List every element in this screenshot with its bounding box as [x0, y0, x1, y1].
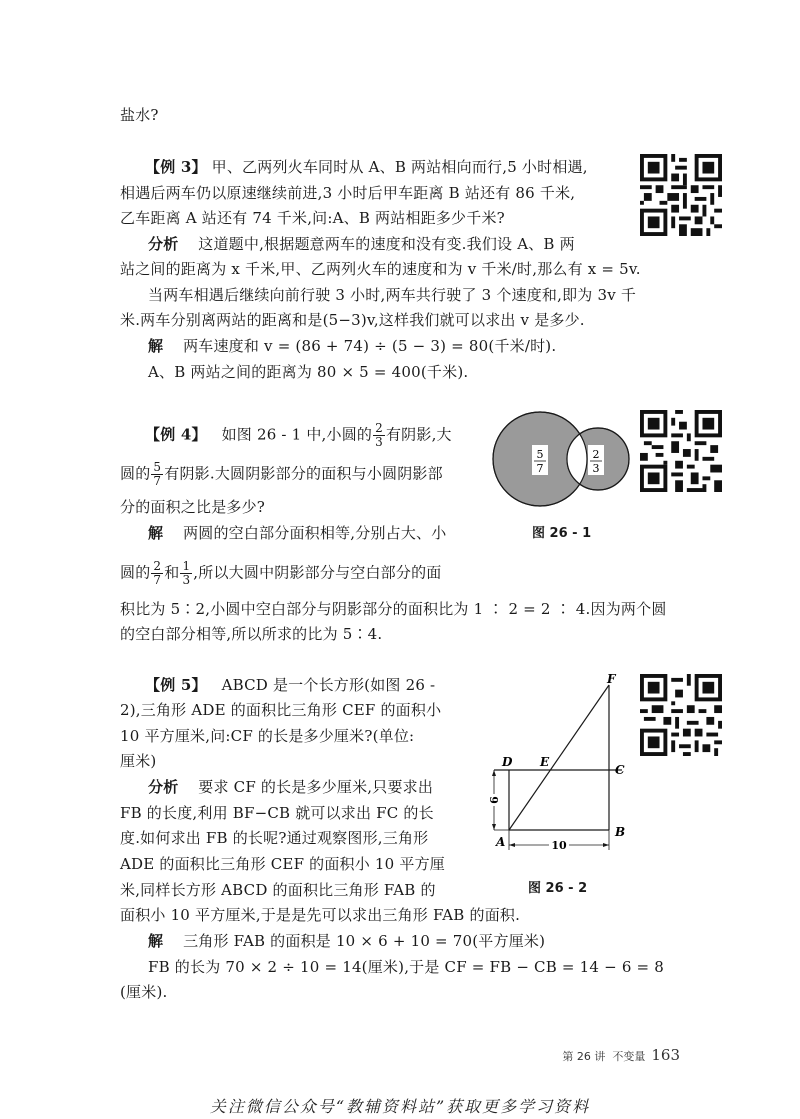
- figure-26-2-caption: 图 26 - 2: [528, 881, 588, 896]
- example-5-analysis-1: 分析 要求 CF 的长是多少厘米,只要求出: [148, 778, 434, 796]
- figure-26-1-circles: [490, 410, 640, 510]
- solution-label: 解: [148, 337, 164, 355]
- promo-note: 关注微信公众号“教辅资料站”获取更多学习资料: [209, 1097, 591, 1116]
- example-4-solution-2: 圆的 $\frac{2}{7}$ 和 $\frac{1}{3}$ ,所以大圆中阴影部分与空白部分的面: [120, 559, 442, 587]
- analysis-label: 分析: [148, 778, 179, 796]
- qr-code-icon: [640, 410, 722, 492]
- example-5-line-4: 厘米): [120, 752, 157, 770]
- text-line: 盐水?: [120, 106, 159, 124]
- example-5-line-1: 【例 5】 ABCD 是一个长方形(如图 26 -: [145, 676, 436, 694]
- vertex-B: B: [615, 825, 626, 839]
- example-5-solution-3: (厘米).: [120, 983, 168, 1001]
- chapter-label: 第 26 讲: [562, 1050, 606, 1063]
- big-fraction-num: 5: [536, 448, 544, 461]
- qr-code-icon: [640, 674, 722, 756]
- example-3-line-1: [145, 156, 588, 178]
- example-5-analysis-6: 面积小 10 平方厘米,于是是先可以求出三角形 FAB 的面积.: [120, 906, 521, 924]
- example-3-text: 甲、乙两列火车同时从 A、B 两站相向而行,5 小时相遇,: [211, 158, 588, 176]
- example-3-analysis-1: [148, 233, 575, 255]
- example-3-line-3: 乙车距离 A 站还有 74 千米,问:A、B 两站相距多少千米?: [120, 209, 505, 227]
- fraction-two-thirds: $\frac{2}{3}$: [375, 421, 383, 449]
- fraction-two-sevenths: $\frac{2}{7}$: [153, 559, 162, 587]
- qr-code-icon: [640, 154, 722, 236]
- example-5-analysis-2: FB 的长度,利用 BF−CB 就可以求出 FC 的长: [120, 804, 434, 822]
- solution-label: 解: [148, 524, 164, 542]
- solution-text: 两车速度和 v = (86 + 74) ÷ (5 − 3) = 80(千米/时).: [183, 337, 557, 355]
- example-4-line-2: 圆的 $\frac{5}{7}$ 有阴影.大圆阴影部分的面积与小圆阴影部: [120, 460, 443, 488]
- example-3-analysis-2: 站之间的距离为 x 千米,甲、乙两列火车的速度和为 v 千米/时,那么有 x = 5v.: [120, 260, 641, 278]
- solution-label: 解: [148, 932, 164, 950]
- analysis-text: 这道题中,根据题意两车的速度和没有变.我们设 A、B 两: [198, 235, 575, 253]
- example-5-label: 【例 5】: [145, 676, 207, 694]
- topic-label: 不变量: [612, 1050, 646, 1063]
- example-3-label: 【例 3】: [145, 158, 207, 176]
- example-5-analysis-4: ADE 的面积比三角形 CEF 的面积小 10 平方厘: [120, 855, 445, 873]
- example-4-label: 【例 4】: [145, 425, 207, 444]
- line-AF: [509, 685, 609, 830]
- example-5-solution-1: 解 三角形 FAB 的面积是 10 × 6 + 10 = 70(平方厘米): [148, 932, 546, 950]
- example-4-solution-3: 积比为 5∶2,小圆中空白部分与阴影部分的面积比为 1 ∶ 2 = 2 ∶ 4.因为两个圆: [120, 600, 667, 618]
- example-4-solution-4: 的空白部分相等,所以所求的比为 5∶4.: [120, 625, 383, 643]
- vertex-F: F: [607, 672, 616, 686]
- vertex-C: C: [615, 763, 625, 777]
- fraction-five-sevenths: $\frac{5}{7}$: [153, 460, 162, 488]
- vertex-D: D: [502, 755, 513, 769]
- dim-width-label: 10: [551, 839, 567, 852]
- example-3-analysis-4: 米.两车分别离两站的距离和是(5−3)v,这样我们就可以求出 v 是多少.: [120, 311, 585, 329]
- example-3-solution-1: [148, 335, 556, 357]
- small-fraction-den: 3: [592, 462, 600, 475]
- example-5-line-2: 2),三角形 ADE 的面积比三角形 CEF 的面积小: [120, 701, 442, 719]
- dim-height-label: 6: [488, 796, 501, 804]
- example-5-analysis-5: 米,同样长方形 ABCD 的面积比三角形 FAB 的: [120, 881, 436, 899]
- example-3-analysis-3: 当两车相遇后继续向前行驶 3 小时,两车共行驶了 3 个速度和,即为 3v 千: [148, 286, 637, 304]
- vertex-E: E: [540, 755, 550, 769]
- example-3-solution-2: A、B 两站之间的距离为 80 × 5 = 400(千米).: [148, 363, 469, 381]
- example-4-line-3: 分的面积之比是多少?: [120, 498, 266, 516]
- example-3-line-2: 相遇后两车仍以原速继续前进,3 小时后甲车距离 B 站还有 86 千米,: [120, 184, 576, 202]
- figure-26-1-caption: 图 26 - 1: [532, 526, 592, 541]
- example-4-text: 如图 26 - 1 中,小圆的: [221, 425, 373, 444]
- example-5-line-3: 10 平方厘米,问:CF 的长是多少厘米?(单位:: [120, 727, 415, 745]
- fraction-one-third: $\frac{1}{3}$: [182, 559, 191, 587]
- page-number: 163: [651, 1046, 680, 1064]
- page-footer: [562, 1046, 680, 1064]
- big-fraction-den: 7: [536, 462, 544, 475]
- example-5-solution-2: FB 的长为 70 × 2 ÷ 10 = 14(厘米),于是 CF = FB − CB = 14 − 6 = 8: [148, 958, 665, 976]
- analysis-label: 分析: [148, 235, 179, 253]
- small-fraction-num: 2: [592, 448, 600, 461]
- example-4-solution-1: 解 两圆的空白部分面积相等,分别占大、小: [148, 524, 447, 542]
- vertex-A: A: [496, 835, 506, 849]
- example-5-analysis-3: 度.如何求出 FB 的长呢?通过观察图形,三角形: [120, 829, 429, 847]
- example-4-line-1: 【例 4】 如图 26 - 1 中,小圆的 $\frac{2}{3}$ 有阴影,大: [145, 421, 452, 449]
- figure-26-2-rectangle-triangle: [482, 670, 642, 860]
